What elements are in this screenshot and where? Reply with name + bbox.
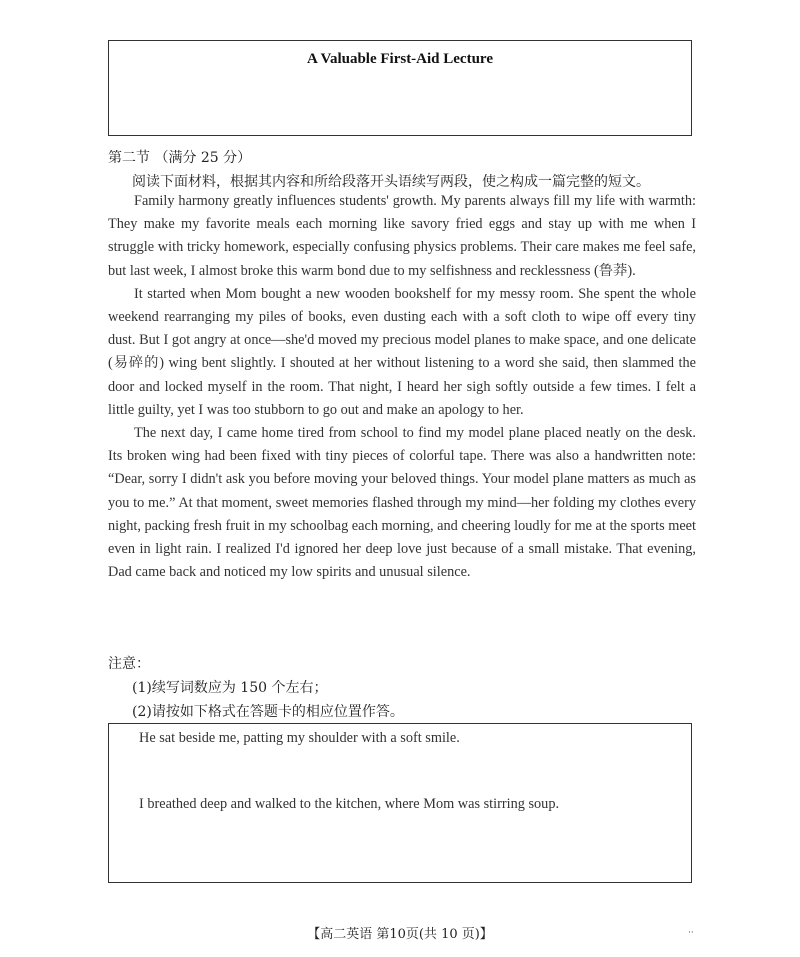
passage-paragraph-2: It started when Mom bought a new wooden bookshelf for my messy room. She spent the whole weekend rearranging my piles of books, even dusting each with a soft cloth to wipe off every tiny dust. But I got angry at once—she'd moved my precious model planes to make space, and one delicate (易碎的) wing bent slightly. I shouted at her without listening to a word she said, then slammed the door and locked myself in the room. That night, I heard her sigh softly outside a few times. I felt a little guilty, yet I was too stubborn to go out and make an apology to her. [108, 285, 696, 418]
section-heading: 第二节 （满分 25 分） [108, 150, 252, 166]
page-footer: 【高二英语 第10页(共 10 页)】 [307, 927, 493, 942]
title-box [108, 40, 692, 136]
lecture-title: A Valuable First-Aid Lecture [307, 51, 493, 67]
corner-mark: ·· [688, 928, 694, 938]
instruction-text: 阅读下面材料，根据其内容和所给段落开头语续写两段，使之构成一篇完整的短文。 [132, 174, 650, 190]
passage-paragraph-1: Family harmony greatly influences students' growth. My parents always fill my life with warmth: They make my favorite meals each morning like savory fried eggs and stay up with me when I struggle with tricky homework, especially confusing physics problems. Their care makes me feel safe, but last week, I almost broke this warm bond due to my selfishness and recklessness (鲁莽). [108, 193, 696, 279]
note-item-2: (2)请按如下格式在答题卡的相应位置作答。 [132, 704, 404, 720]
answer-box [108, 723, 692, 883]
note-item-1: (1)续写词数应为 150 个左右； [132, 680, 328, 696]
notes-label: 注意： [108, 656, 150, 672]
paragraph-opener-1: He sat beside me, patting my shoulder with a soft smile. [139, 730, 460, 746]
paragraph-opener-2: I breathed deep and walked to the kitchen, where Mom was stirring soup. [139, 796, 560, 812]
passage [108, 190, 696, 584]
passage-paragraph-3: The next day, I came home tired from school to find my model plane placed neatly on the desk. Its broken wing had been fixed with tiny pieces of colorful tape. There was also a handwritten note: “Dear, sorry I didn't ask you before moving your beloved things. Your model plane matters as much as you to me.” At that moment, sweet memories flashed through my mind—her folding my clothes every night, packing fresh fruit in my schoolbag each morning, and cheering loudly for me at the sports meet even in light rain. I realized I'd ignored her deep love just because of a small mistake. That evening, Dad came back and noticed my low spirits and unusual silence. [108, 425, 697, 581]
